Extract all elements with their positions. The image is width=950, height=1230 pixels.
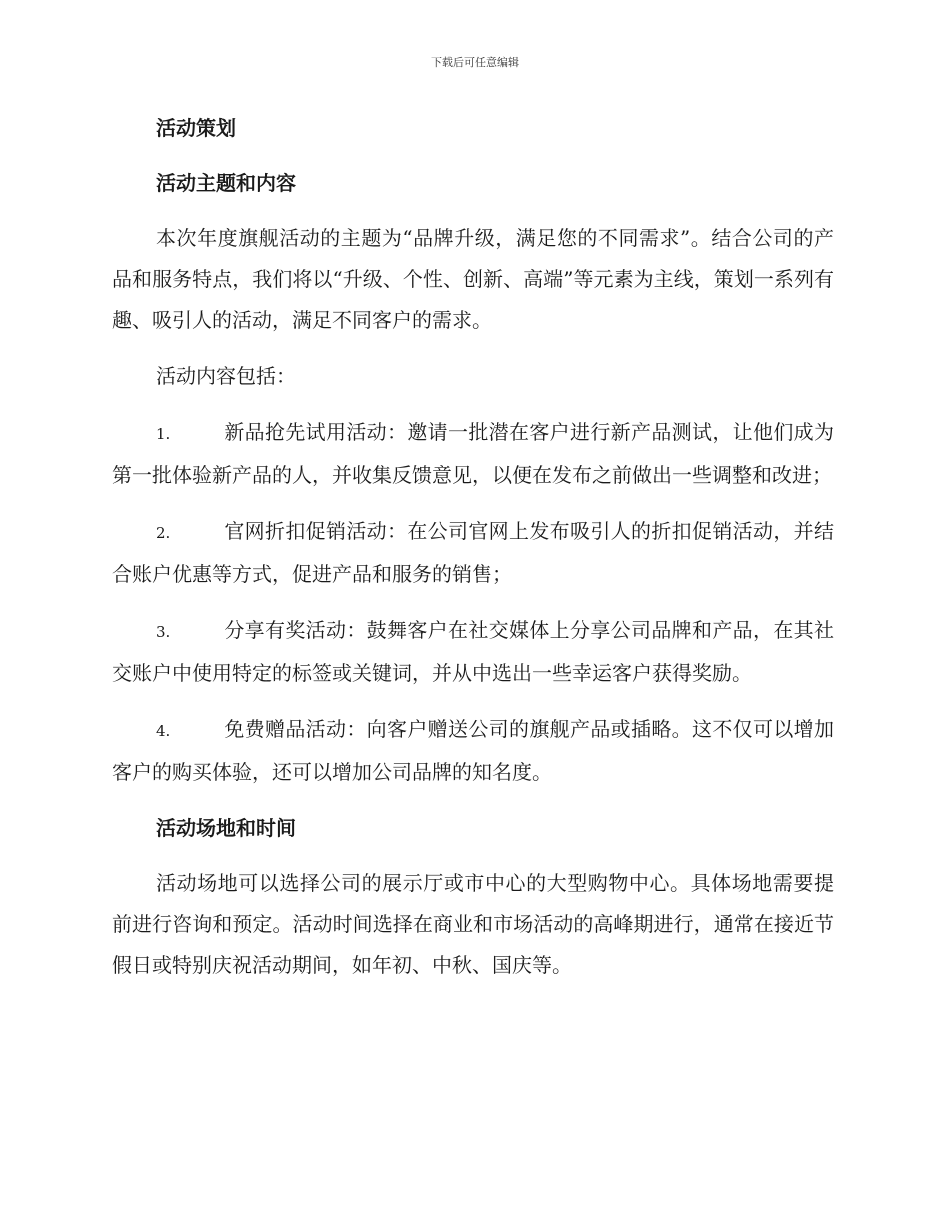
list-item-text: 官网折扣促销活动：在公司官网上发布吸引人的折扣促销活动，并结合账户优惠等方式，促进产品和服务的销售； bbox=[112, 519, 834, 586]
list-item-text: 分享有奖活动：鼓舞客户在社交媒体上分享公司品牌和产品，在其社交账户中使用特定的标签或关键词，并从中选出一些幸运客户获得奖励。 bbox=[112, 618, 834, 685]
list-item-text: 新品抢先试用活动：邀请一批潜在客户进行新产品测试，让他们成为第一批体验新产品的人，并收集反馈意见，以便在发布之前做出一些调整和改进； bbox=[112, 420, 834, 487]
document-title: 活动策划 bbox=[156, 116, 236, 140]
list-item-number: 2. bbox=[156, 524, 171, 542]
theme-paragraph: 本次年度旗舰活动的主题为“品牌升级，满足您的不同需求”。结合公司的产品和服务特点，我们将以“升级、个性、创新、高端”等元素为主线，策划一系列有趣、吸引人的活动，满足不同客户的需求。 bbox=[112, 226, 834, 332]
list-item bbox=[112, 412, 834, 496]
section-heading-venue: 活动场地和时间 bbox=[156, 816, 296, 840]
list-item-text: 免费赠品活动：向客户赠送公司的旗舰产品或插略。这不仅可以增加客户的购买体验，还可以增加公司品牌的知名度。 bbox=[112, 717, 834, 784]
page-header: 下载后可任意编辑 bbox=[431, 56, 519, 69]
list-item bbox=[112, 709, 834, 793]
list-item bbox=[112, 610, 834, 694]
list-item-number: 4. bbox=[156, 722, 171, 740]
list-item-number: 1. bbox=[156, 425, 171, 443]
list-item bbox=[112, 511, 834, 595]
list-intro: 活动内容包括： bbox=[156, 364, 296, 388]
section-heading-theme: 活动主题和内容 bbox=[156, 171, 296, 195]
venue-paragraph: 活动场地可以选择公司的展示厅或市中心的大型购物中心。具体场地需要提前进行咨询和预定。活动时间选择在商业和市场活动的高峰期进行，通常在接近节假日或特别庆祝活动期间，如年初、中秋、国庆等。 bbox=[112, 871, 834, 977]
list-item-number: 3. bbox=[156, 623, 171, 641]
document-body bbox=[112, 108, 834, 1001]
